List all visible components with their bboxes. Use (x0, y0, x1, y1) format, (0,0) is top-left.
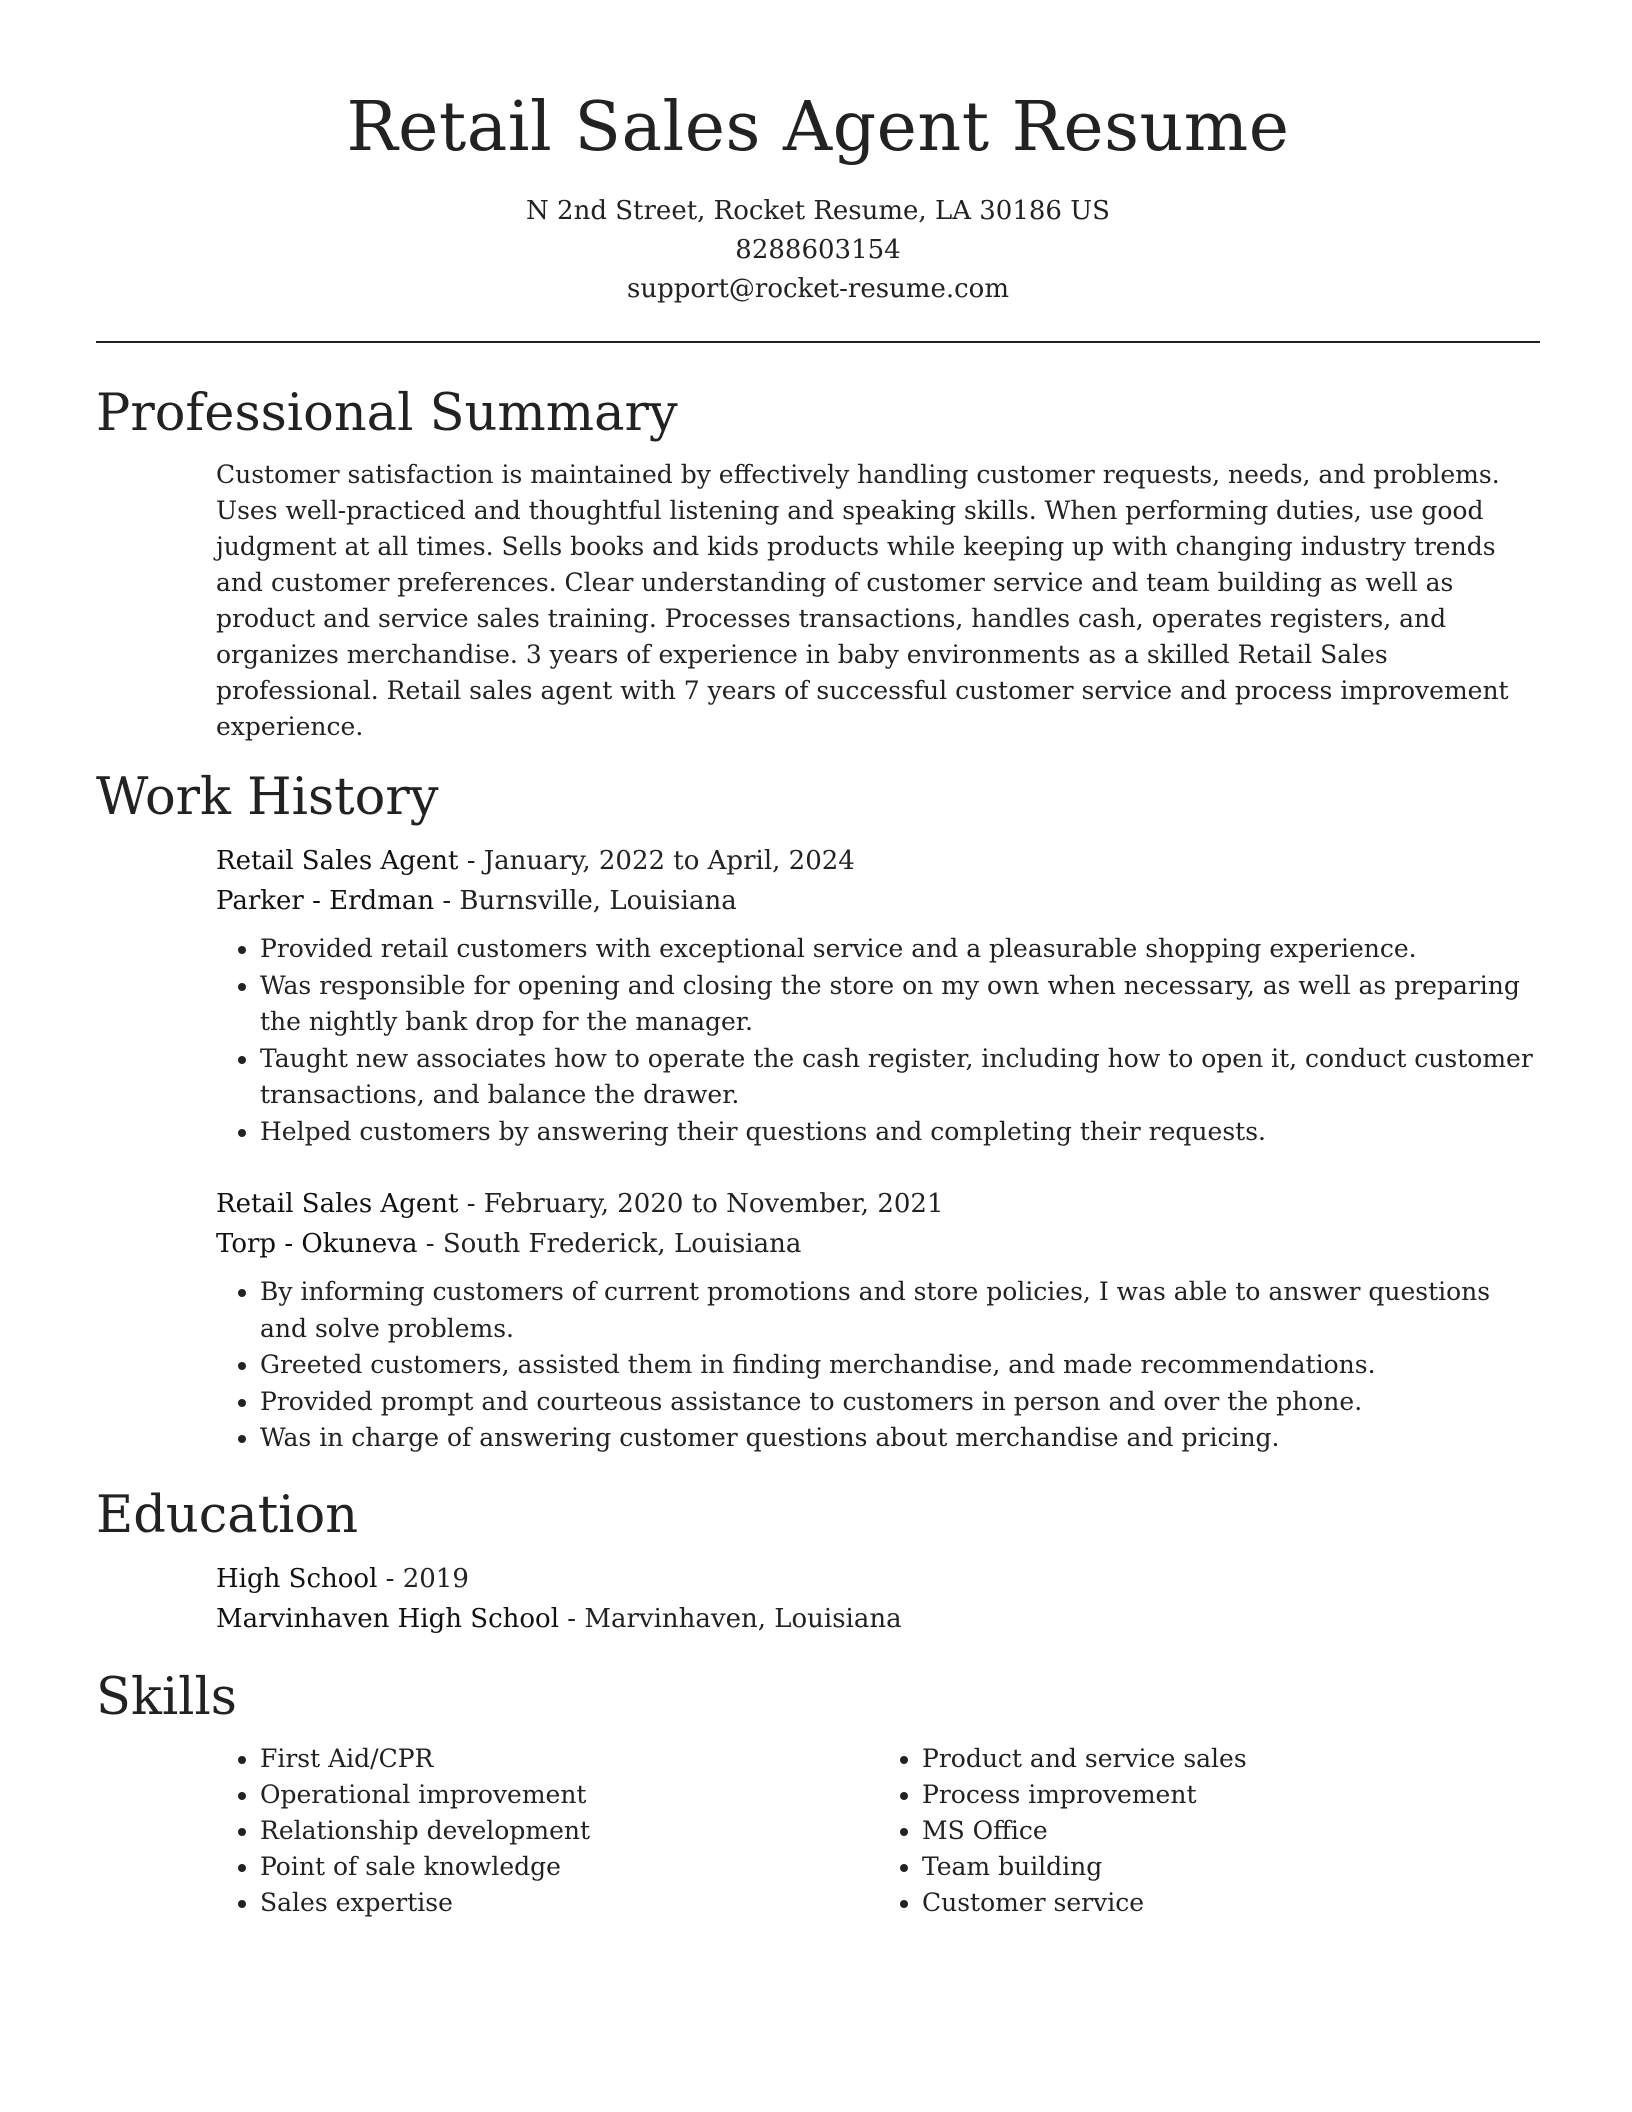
job-company-line (216, 1224, 1540, 1264)
job-entry (216, 841, 1540, 1150)
resume-title: Retail Sales Agent Resume (346, 88, 1290, 167)
skill-item: • Point of sale knowledge (260, 1849, 878, 1885)
skill-item: • First Aid/CPR (260, 1741, 878, 1777)
skill-item: • Team building (922, 1849, 1540, 1885)
job-duty-item: • Greeted customers, assisted them in finding merchandise, and made recommendations. (260, 1347, 1540, 1384)
job-company-line (216, 881, 1540, 921)
education-school-line (216, 1599, 1540, 1639)
job-duty-item: • Provided prompt and courteous assistance to customers in person and over the phone. (260, 1384, 1540, 1421)
contact-info (96, 192, 1540, 309)
header-divider (96, 341, 1540, 343)
education-degree: High School (216, 1563, 378, 1594)
job-position-line (216, 841, 1540, 881)
skill-item: • Relationship development (260, 1813, 878, 1849)
skill-item: • Sales expertise (260, 1885, 878, 1921)
education-entry (216, 1559, 1540, 1639)
summary-text: Customer satisfaction is maintained by effectively handling customer requests, needs, and problems. Uses well-practiced and thoughtful listening and speaking skills. When performing duties, use good judgment at all times. Sells books and kids products while keeping up with changing industry trends and customer preferences. Clear understanding of customer service and team building as well as product and service sales training. Processes transactions, handles cash, operates registers, and organizes merchandise. 3 years of experience in baby environments as a skilled Retail Sales professional. Retail sales agent with 7 years of successful customer service and process improvement experience. (216, 460, 1509, 741)
job-dates: - January, 2022 to April, 2024 (458, 846, 855, 876)
education-location: - Marvinhaven, Louisiana (559, 1603, 902, 1634)
contact-phone: 8288603154 (735, 235, 901, 265)
skill-item: • MS Office (922, 1813, 1540, 1849)
job-position-line (216, 1184, 1540, 1224)
section-title-work-history: Work History (96, 768, 439, 827)
section-title-summary: Professional Summary (96, 384, 678, 443)
education-year: - 2019 (377, 1563, 469, 1594)
job-location: - South Frederick, Louisiana (417, 1229, 802, 1259)
job-company: Parker - Erdman (216, 886, 435, 916)
job-company: Torp - Okuneva (216, 1229, 418, 1259)
resume-header (96, 0, 1540, 309)
skill-item: • Product and service sales (922, 1741, 1540, 1777)
section-title-skills: Skills (96, 1667, 237, 1727)
contact-address: N 2nd Street, Rocket Resume, LA 30186 US (526, 196, 1110, 226)
job-duty-item: • Helped customers by answering their questions and completing their requests. (260, 1114, 1540, 1151)
job-duty-item: • By informing customers of current promotions and store policies, I was able to answer questions and solve problems. (260, 1274, 1540, 1347)
education-degree-line (216, 1559, 1540, 1599)
job-duties-list (216, 931, 1540, 1150)
skills-column-right (878, 1741, 1540, 1921)
job-duty-item: • Provided retail customers with exceptional service and a pleasurable shopping experience. (260, 931, 1540, 968)
job-duty-item: • Was responsible for opening and closing the store on my own when necessary, as well as preparing the nightly bank drop for the manager. (260, 968, 1540, 1041)
job-dates: - February, 2020 to November, 2021 (458, 1189, 944, 1219)
contact-email: support@rocket-resume.com (626, 274, 1009, 304)
education-school: Marvinhaven High School (216, 1603, 560, 1634)
skill-item: • Customer service (922, 1885, 1540, 1921)
job-duties-list (216, 1274, 1540, 1457)
skill-item: • Operational improvement (260, 1777, 878, 1813)
job-entry (216, 1184, 1540, 1457)
skills-column-left (216, 1741, 878, 1921)
resume-page (96, 0, 1540, 1921)
section-title-education: Education (96, 1485, 359, 1545)
job-duty-item: • Taught new associates how to operate the cash register, including how to open it, conduct customer transactions, and balance the drawer. (260, 1041, 1540, 1114)
skills-grid (216, 1741, 1540, 1921)
job-position: Retail Sales Agent (216, 1189, 459, 1219)
work-history-list (216, 841, 1540, 1457)
job-duty-item: • Was in charge of answering customer questions about merchandise and pricing. (260, 1420, 1540, 1457)
job-location: - Burnsville, Louisiana (434, 886, 737, 916)
job-position: Retail Sales Agent (216, 846, 459, 876)
skill-item: • Process improvement (922, 1777, 1540, 1813)
